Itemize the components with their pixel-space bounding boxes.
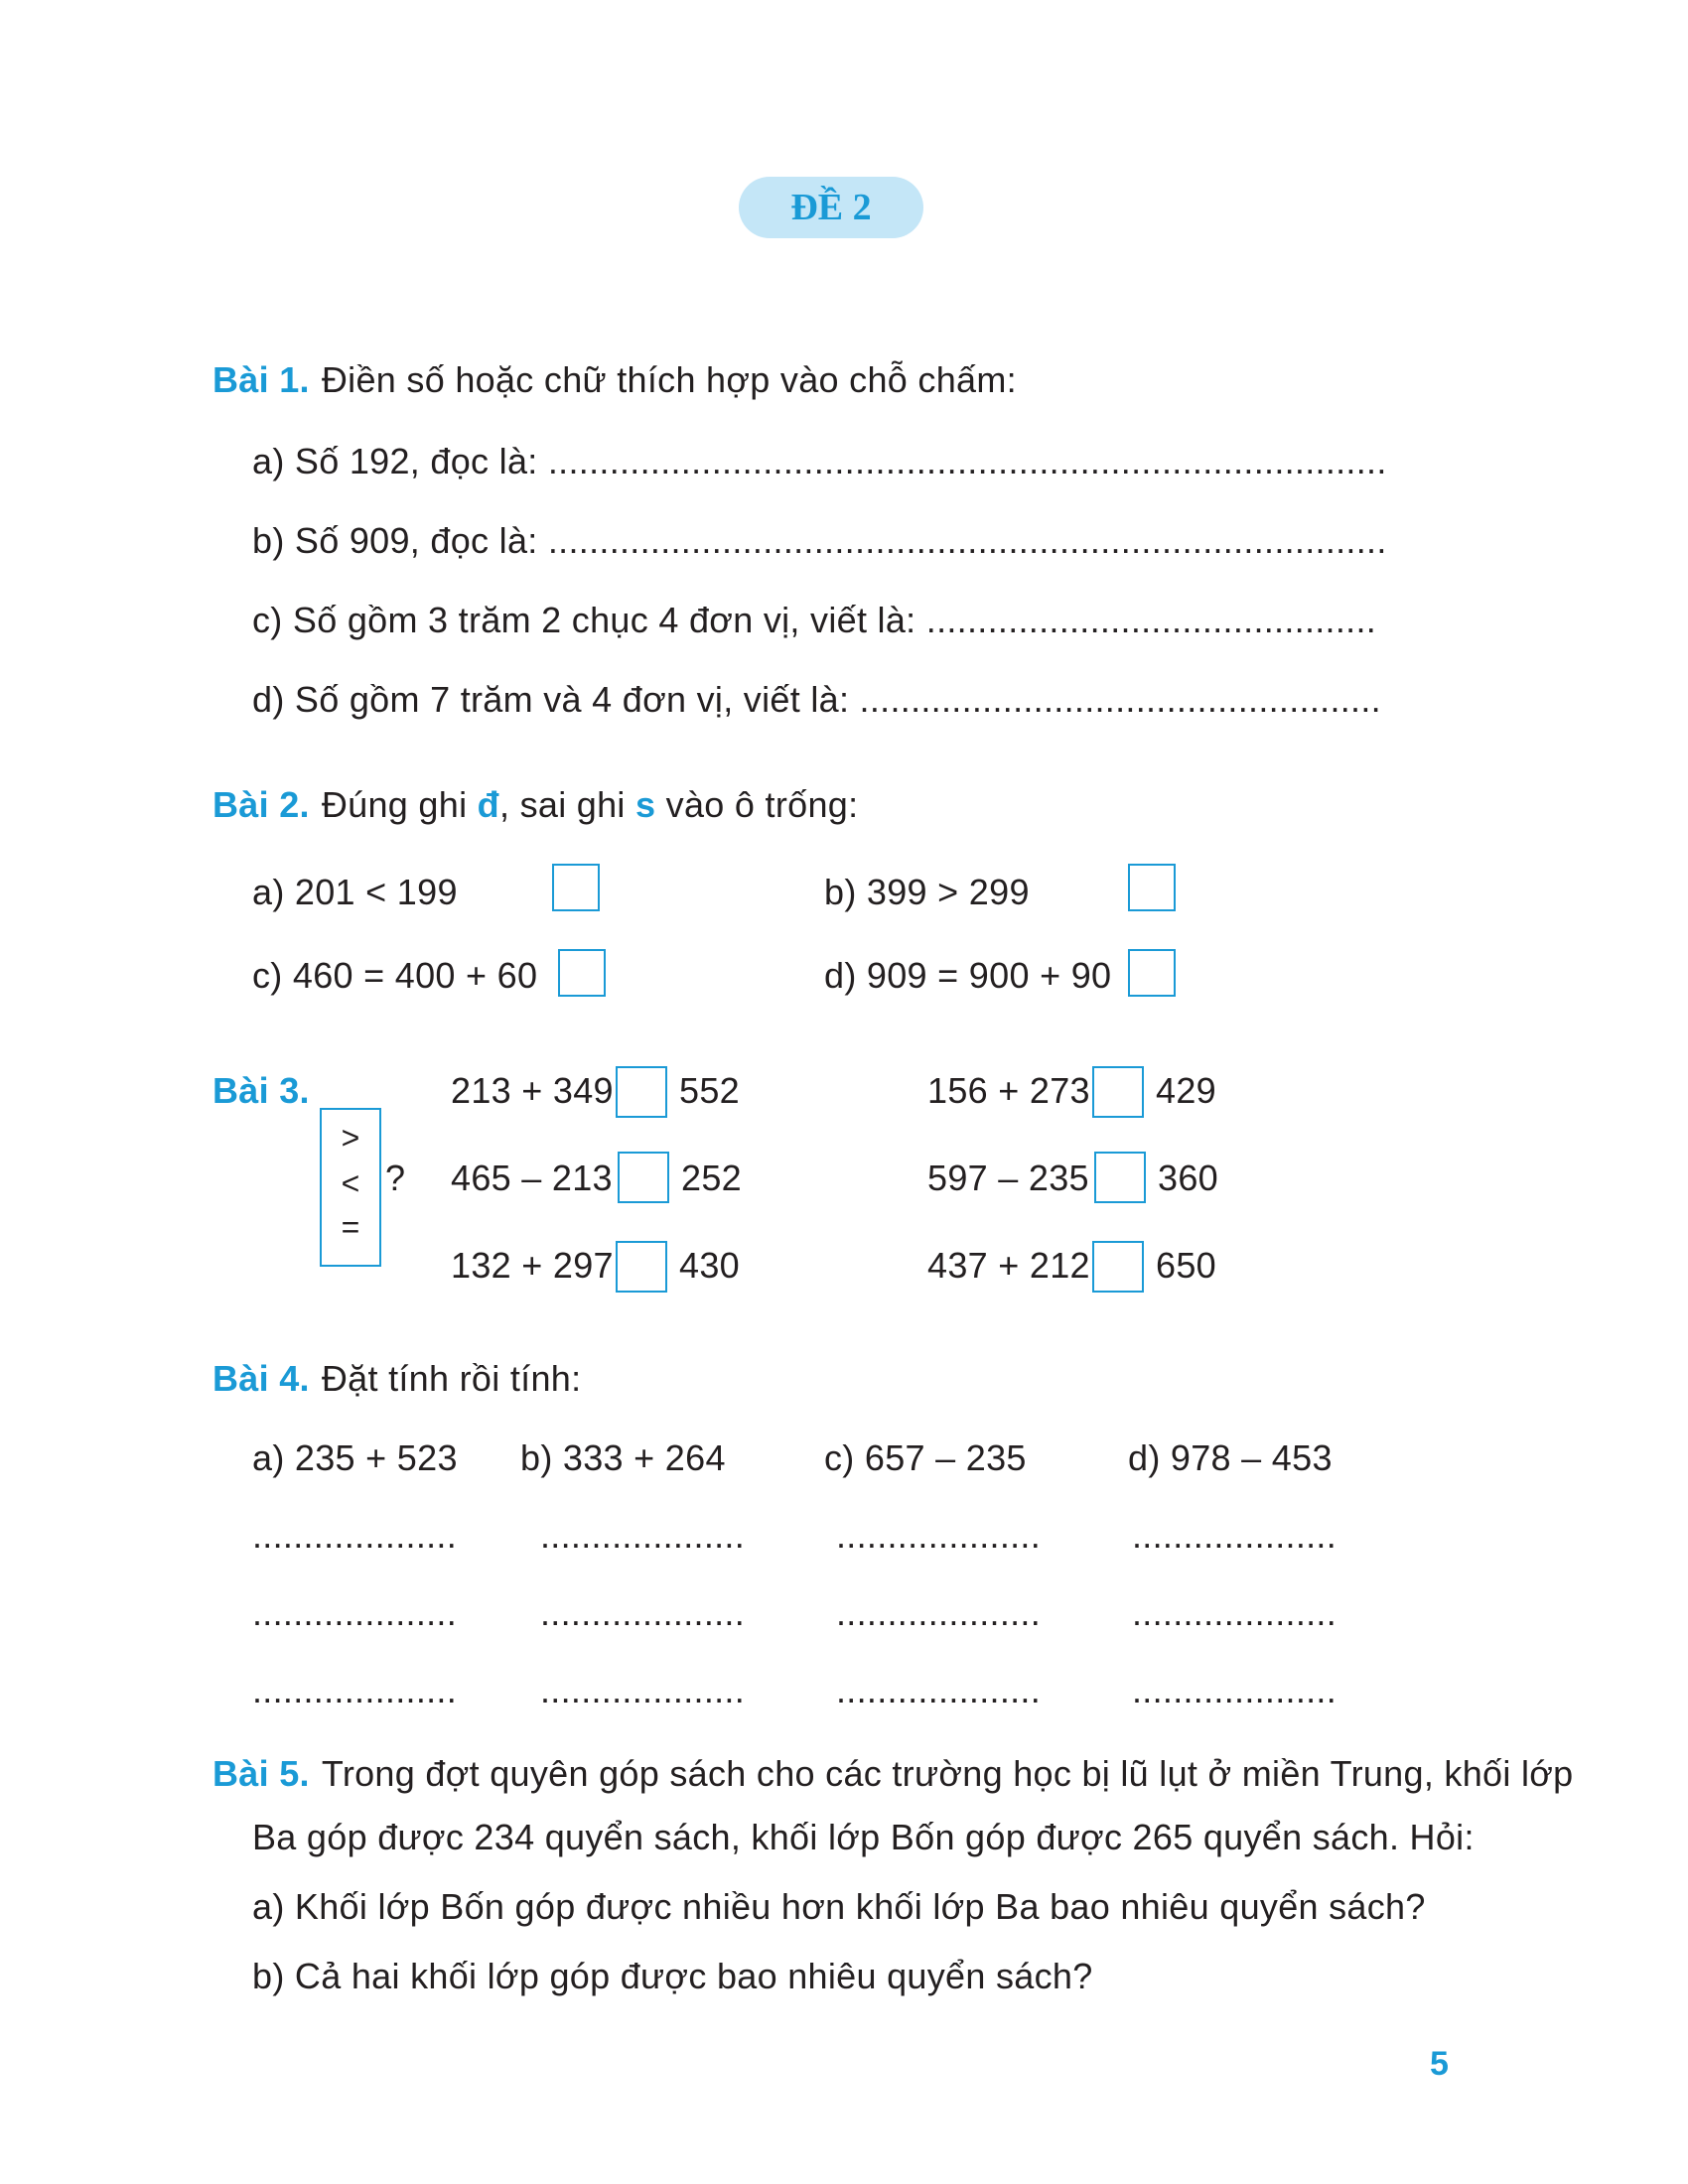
comparison-right-1-value: 429: [1156, 1070, 1216, 1111]
exercise-4-item-c: c) 657 – 235: [824, 1437, 1027, 1478]
comparison-box-left-3[interactable]: [616, 1241, 667, 1293]
exercise-4-item-d: d) 978 – 453: [1128, 1437, 1333, 1478]
answer-box-2b[interactable]: [1128, 864, 1176, 911]
comparison-box-right-3[interactable]: [1092, 1241, 1144, 1293]
exercise-2-heading: [212, 784, 858, 826]
exercise-2-item-b: b) 399 > 299: [824, 872, 1030, 912]
work-line: ....................: [836, 1592, 1042, 1633]
page-title: ĐỀ 2: [739, 177, 923, 238]
exercise-4-item-a: a) 235 + 523: [252, 1437, 458, 1478]
exercise-2-item-d: d) 909 = 900 + 90: [824, 955, 1112, 996]
exercise-4-label: Bài 4.: [212, 1358, 310, 1399]
comparison-box-right-1[interactable]: [1092, 1066, 1144, 1118]
comparison-left-1-value: 552: [679, 1070, 740, 1111]
comparison-right-3-expr: 437 + 212: [927, 1245, 1090, 1286]
answer-box-2d[interactable]: [1128, 949, 1176, 997]
exercise-3-label: Bài 3.: [212, 1070, 310, 1111]
answer-box-2a[interactable]: [552, 864, 600, 911]
work-line: ....................: [836, 1515, 1042, 1556]
work-line: ....................: [836, 1670, 1042, 1710]
exercise-5-line2: Ba góp được 234 quyển sách, khối lớp Bốn góp được 265 quyển sách. Hỏi:: [252, 1817, 1475, 1857]
work-line: ....................: [540, 1592, 746, 1633]
comparison-left-3-value: 430: [679, 1245, 740, 1286]
work-line: ....................: [540, 1670, 746, 1710]
false-mark: s: [635, 784, 656, 825]
comparison-box-right-2[interactable]: [1094, 1152, 1146, 1203]
comparison-right-2-value: 360: [1158, 1158, 1218, 1198]
greater-than-sign: >: [341, 1120, 360, 1156]
exercise-5-heading: [212, 1753, 1574, 1795]
comparison-box-left-2[interactable]: [618, 1152, 669, 1203]
equals-sign: =: [341, 1209, 360, 1245]
question-mark: ?: [385, 1158, 406, 1198]
exercise-5-label: Bài 5.: [212, 1753, 310, 1794]
exercise-2-item-c: c) 460 = 400 + 60: [252, 955, 538, 996]
answer-box-2c[interactable]: [558, 949, 606, 997]
true-mark: đ: [477, 784, 499, 825]
exercise-4-item-b: b) 333 + 264: [520, 1437, 726, 1478]
exercise-2-prompt-b: , sai ghi: [498, 784, 636, 825]
exercise-1-heading: [212, 359, 1017, 401]
exercise-2-label: Bài 2.: [212, 784, 310, 825]
comparison-left-2-expr: 465 – 213: [451, 1158, 613, 1198]
work-line: ....................: [1132, 1592, 1337, 1633]
exercise-1-item-d: d) Số gồm 7 trăm và 4 đơn vị, viết là: ...................................................: [252, 679, 1381, 720]
comparison-left-2-value: 252: [681, 1158, 742, 1198]
work-line: ....................: [1132, 1515, 1337, 1556]
comparison-right-2-expr: 597 – 235: [927, 1158, 1089, 1198]
exercise-5-question-b: b) Cả hai khối lớp góp được bao nhiêu quyển sách?: [252, 1956, 1093, 1996]
exercise-1-item-c: c) Số gồm 3 trăm 2 chục 4 đơn vị, viết là: ............................................: [252, 600, 1377, 640]
comparison-left-3-expr: 132 + 297: [451, 1245, 614, 1286]
exercise-5-question-a: a) Khối lớp Bốn góp được nhiều hơn khối lớp Ba bao nhiêu quyển sách?: [252, 1886, 1426, 1927]
work-line: ....................: [1132, 1670, 1337, 1710]
work-line: ....................: [252, 1670, 458, 1710]
exercise-2-prompt-c: vào ô trống:: [655, 784, 859, 825]
page-number: 5: [1430, 2045, 1449, 2083]
comparison-signs-box: [320, 1108, 381, 1267]
comparison-right-1-expr: 156 + 273: [927, 1070, 1090, 1111]
comparison-right-3-value: 650: [1156, 1245, 1216, 1286]
exercise-1-item-b: b) Số 909, đọc là: ..................................................................................: [252, 520, 1387, 561]
exercise-4-prompt: Đặt tính rồi tính:: [321, 1358, 582, 1399]
work-line: ....................: [252, 1592, 458, 1633]
exercise-2-prompt-a: Đúng ghi: [321, 784, 478, 825]
exercise-1-label: Bài 1.: [212, 359, 310, 400]
comparison-left-1-expr: 213 + 349: [451, 1070, 614, 1111]
exercise-1-item-a: a) Số 192, đọc là: ..................................................................................: [252, 441, 1387, 481]
exercise-5-line1: Trong đợt quyên góp sách cho các trường học bị lũ lụt ở miền Trung, khối lớp: [321, 1753, 1574, 1794]
exercise-2-item-a: a) 201 < 199: [252, 872, 458, 912]
comparison-box-left-1[interactable]: [616, 1066, 667, 1118]
work-line: ....................: [252, 1515, 458, 1556]
exercise-4-heading: [212, 1358, 581, 1400]
exercise-1-prompt: Điền số hoặc chữ thích hợp vào chỗ chấm:: [321, 359, 1017, 400]
less-than-sign: <: [341, 1165, 360, 1201]
work-line: ....................: [540, 1515, 746, 1556]
